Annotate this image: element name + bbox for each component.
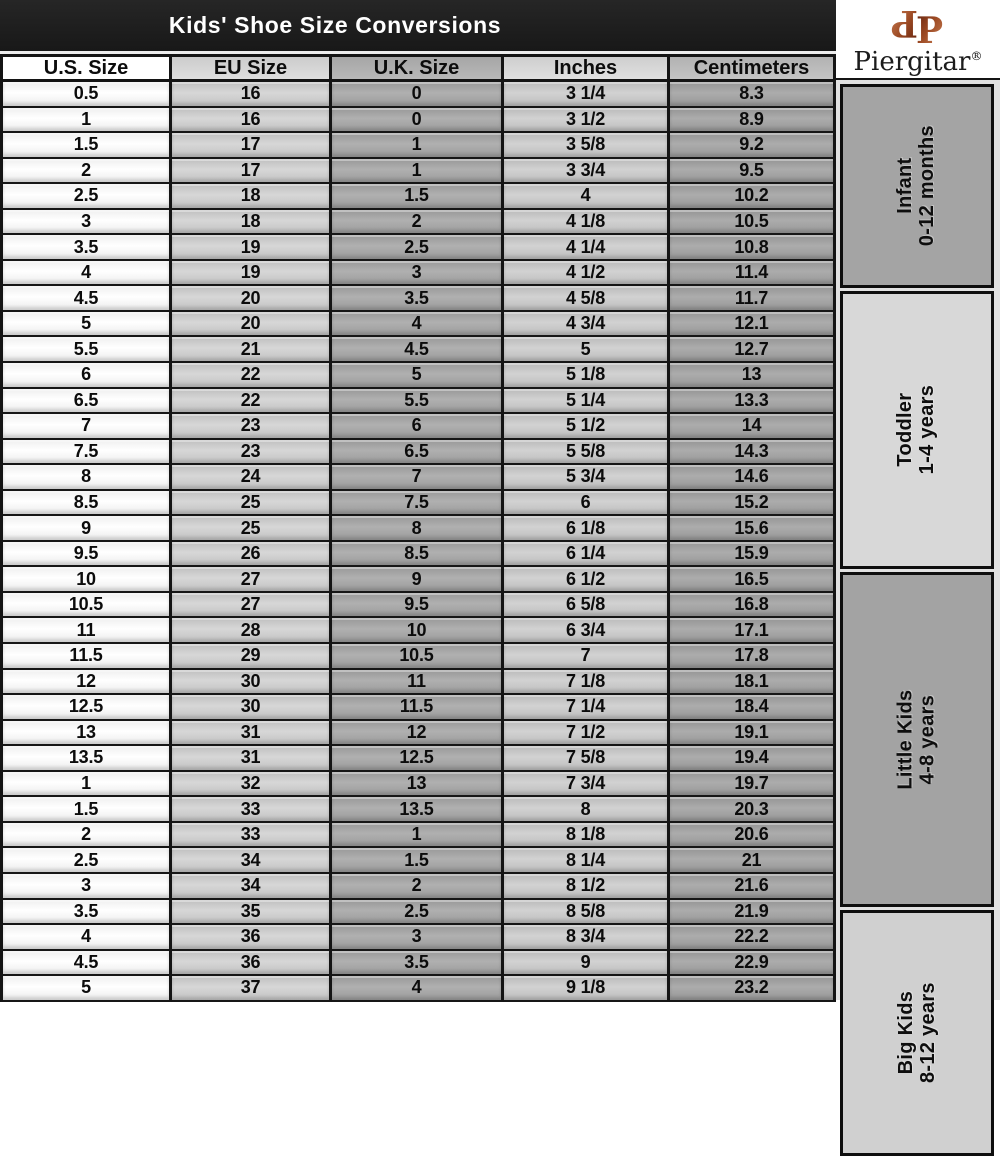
table-cell: 3.5 (0, 235, 172, 261)
table-cell: 28 (172, 618, 332, 644)
table-row (0, 286, 836, 312)
table-cell: 9.5 (332, 593, 504, 619)
age-group-toddler-label: Toddler 1-4 years (894, 385, 938, 475)
table-cell: 32 (172, 772, 332, 798)
table-cell: 11.5 (332, 695, 504, 721)
table-row (0, 721, 836, 747)
table-cell: 6 5/8 (504, 593, 670, 619)
table-row (0, 644, 836, 670)
table-cell: 0.5 (0, 82, 172, 108)
table-row (0, 874, 836, 900)
table-cell: 19.4 (670, 746, 836, 772)
table-row (0, 337, 836, 363)
brand-name (853, 46, 983, 77)
table-cell: 17 (172, 159, 332, 185)
table-cell: 30 (172, 695, 332, 721)
table-cell: 5.5 (332, 389, 504, 415)
table-cell: 1 (0, 108, 172, 134)
table-cell: 3 (332, 925, 504, 951)
table-cell: 5 (332, 363, 504, 389)
table-cell: 6.5 (332, 440, 504, 466)
table-row (0, 389, 836, 415)
table-cell: 15.6 (670, 516, 836, 542)
table-cell: 3 (332, 261, 504, 287)
table-row (0, 184, 836, 210)
table-cell: 2.5 (0, 848, 172, 874)
table-row (0, 900, 836, 926)
table-cell: 26 (172, 542, 332, 568)
table-cell: 6 (504, 491, 670, 517)
table-cell: 7.5 (0, 440, 172, 466)
svg-text:P: P (916, 9, 944, 52)
table-cell: 19 (172, 235, 332, 261)
table-cell: 34 (172, 848, 332, 874)
table-cell: 2 (332, 874, 504, 900)
table-cell: 3 5/8 (504, 133, 670, 159)
column-header-inches: Inches (504, 54, 670, 82)
table-row (0, 516, 836, 542)
table-cell: 4 (0, 925, 172, 951)
table-cell: 12.5 (332, 746, 504, 772)
table-cell: 30 (172, 670, 332, 696)
table-cell: 10 (0, 567, 172, 593)
table-row (0, 848, 836, 874)
table-cell: 15.2 (670, 491, 836, 517)
table-cell: 4 (504, 184, 670, 210)
table-cell: 5 (504, 337, 670, 363)
table-row (0, 261, 836, 287)
table-cell: 1.5 (332, 848, 504, 874)
age-group-sidebar (836, 78, 1000, 1084)
table-cell: 16.8 (670, 593, 836, 619)
table-cell: 4 (332, 312, 504, 338)
table-cell: 18 (172, 210, 332, 236)
table-cell: 1.5 (0, 797, 172, 823)
table-cell: 1.5 (332, 184, 504, 210)
table-cell: 1 (332, 133, 504, 159)
column-header-uk-size: U.K. Size (332, 54, 504, 82)
table-row (0, 159, 836, 185)
table-cell: 13.5 (332, 797, 504, 823)
table-cell: 8 (0, 465, 172, 491)
table-cell: 19 (172, 261, 332, 287)
table-cell: 34 (172, 874, 332, 900)
table-cell: 5 1/8 (504, 363, 670, 389)
svg-text:P: P (890, 1, 918, 44)
table-row (0, 797, 836, 823)
column-header-eu-size: EU Size (172, 54, 332, 82)
table-cell: 10.5 (670, 210, 836, 236)
age-group-big-kids (840, 910, 994, 1156)
table-cell: 36 (172, 951, 332, 977)
table-cell: 1 (332, 159, 504, 185)
table-cell: 10.8 (670, 235, 836, 261)
table-cell: 14.6 (670, 465, 836, 491)
table-cell: 18.1 (670, 670, 836, 696)
table-cell: 8 (332, 516, 504, 542)
table-row (0, 695, 836, 721)
table-cell: 6.5 (0, 389, 172, 415)
table-row (0, 670, 836, 696)
table-cell: 8.3 (670, 82, 836, 108)
table-cell: 36 (172, 925, 332, 951)
table-cell: 9 1/8 (504, 976, 670, 1002)
registered-mark: ® (970, 48, 983, 63)
table-row (0, 593, 836, 619)
table-row (0, 133, 836, 159)
table-cell: 35 (172, 900, 332, 926)
table-cell: 16.5 (670, 567, 836, 593)
table-cell: 6 (0, 363, 172, 389)
table-cell: 33 (172, 797, 332, 823)
table-cell: 4 1/2 (504, 261, 670, 287)
table-cell: 4 3/4 (504, 312, 670, 338)
table-cell: 3.5 (332, 951, 504, 977)
table-row (0, 82, 836, 108)
table-cell: 10.5 (332, 644, 504, 670)
table-cell: 21 (670, 848, 836, 874)
table-cell: 7 3/4 (504, 772, 670, 798)
table-cell: 13.3 (670, 389, 836, 415)
brand-area (836, 0, 1000, 78)
table-cell: 3.5 (332, 286, 504, 312)
table-cell: 4 (332, 976, 504, 1002)
age-group-little-kids (840, 572, 994, 907)
table-cell: 22 (172, 389, 332, 415)
table-cell: 6 1/8 (504, 516, 670, 542)
table-cell: 9.5 (670, 159, 836, 185)
table-cell: 7 1/4 (504, 695, 670, 721)
table-cell: 6 1/2 (504, 567, 670, 593)
table-cell: 1 (332, 823, 504, 849)
table-cell: 12 (332, 721, 504, 747)
table-cell: 8 3/4 (504, 925, 670, 951)
table-cell: 2.5 (0, 184, 172, 210)
table-row (0, 951, 836, 977)
table-cell: 10.2 (670, 184, 836, 210)
table-cell: 11 (332, 670, 504, 696)
table-row (0, 772, 836, 798)
table-cell: 16 (172, 82, 332, 108)
table-cell: 25 (172, 516, 332, 542)
table-cell: 0 (332, 82, 504, 108)
table-cell: 10 (332, 618, 504, 644)
table-cell: 12.7 (670, 337, 836, 363)
table-cell: 37 (172, 976, 332, 1002)
column-header-centimeters: Centimeters (670, 54, 836, 82)
table-cell: 17.1 (670, 618, 836, 644)
table-cell: 27 (172, 567, 332, 593)
table-cell: 6 3/4 (504, 618, 670, 644)
table-cell: 19.1 (670, 721, 836, 747)
table-cell: 3 1/2 (504, 108, 670, 134)
table-cell: 24 (172, 465, 332, 491)
table-cell: 7 1/2 (504, 721, 670, 747)
table-cell: 8.9 (670, 108, 836, 134)
table-cell: 15.9 (670, 542, 836, 568)
table-cell: 13 (332, 772, 504, 798)
table-cell: 7 (0, 414, 172, 440)
table-cell: 11.4 (670, 261, 836, 287)
table-cell: 7 1/8 (504, 670, 670, 696)
table-cell: 4.5 (0, 951, 172, 977)
table-cell: 21.9 (670, 900, 836, 926)
table-cell: 6 1/4 (504, 542, 670, 568)
table-cell: 8.5 (332, 542, 504, 568)
table-cell: 14.3 (670, 440, 836, 466)
table-cell: 5 1/4 (504, 389, 670, 415)
table-cell: 3 1/4 (504, 82, 670, 108)
table-cell: 9.5 (0, 542, 172, 568)
table-cell: 9 (0, 516, 172, 542)
table-cell: 18 (172, 184, 332, 210)
table-cell: 2.5 (332, 900, 504, 926)
table-cell: 20.6 (670, 823, 836, 849)
table-cell: 11 (0, 618, 172, 644)
table-row (0, 542, 836, 568)
table-cell: 8 1/4 (504, 848, 670, 874)
table-cell: 2 (332, 210, 504, 236)
age-group-big-kids-label: Big Kids 8-12 years (894, 982, 938, 1084)
table-row (0, 618, 836, 644)
age-group-little-kids-label: Little Kids 4-8 years (894, 689, 938, 790)
table-header (0, 54, 836, 82)
table-cell: 11.5 (0, 644, 172, 670)
table-cell: 12.5 (0, 695, 172, 721)
table-cell: 3.5 (0, 900, 172, 926)
table-cell: 2 (0, 159, 172, 185)
table-row (0, 210, 836, 236)
table-cell: 18.4 (670, 695, 836, 721)
table-cell: 4 1/4 (504, 235, 670, 261)
table-cell: 1.5 (0, 133, 172, 159)
table-cell: 3 (0, 874, 172, 900)
table-cell: 5 3/4 (504, 465, 670, 491)
piergitar-logo-icon (890, 1, 946, 52)
table-cell: 7.5 (332, 491, 504, 517)
table-cell: 10.5 (0, 593, 172, 619)
table-cell: 4.5 (332, 337, 504, 363)
table-cell: 21.6 (670, 874, 836, 900)
table-cell: 8 5/8 (504, 900, 670, 926)
table-row (0, 440, 836, 466)
table-cell: 8 1/8 (504, 823, 670, 849)
table-cell: 14 (670, 414, 836, 440)
table-cell: 8.5 (0, 491, 172, 517)
table-cell: 9 (504, 951, 670, 977)
table-cell: 12 (0, 670, 172, 696)
table-cell: 11.7 (670, 286, 836, 312)
table-cell: 4 5/8 (504, 286, 670, 312)
table-cell: 20.3 (670, 797, 836, 823)
table-row (0, 363, 836, 389)
table-row (0, 567, 836, 593)
table-cell: 5 5/8 (504, 440, 670, 466)
table-cell: 6 (332, 414, 504, 440)
age-group-infant-label: Infant 0-12 months (894, 125, 938, 247)
table-cell: 22.9 (670, 951, 836, 977)
table-cell: 23.2 (670, 976, 836, 1002)
table-cell: 12.1 (670, 312, 836, 338)
table-cell: 9 (332, 567, 504, 593)
table-cell: 16 (172, 108, 332, 134)
table-row (0, 976, 836, 1002)
table-cell: 22 (172, 363, 332, 389)
age-group-toddler (840, 291, 994, 569)
table-cell: 1 (0, 772, 172, 798)
table-cell: 22.2 (670, 925, 836, 951)
title-bar (0, 0, 836, 51)
table-cell: 2 (0, 823, 172, 849)
table-cell: 29 (172, 644, 332, 670)
table-cell: 27 (172, 593, 332, 619)
table-cell: 13 (0, 721, 172, 747)
table-cell: 0 (332, 108, 504, 134)
table-cell: 5 1/2 (504, 414, 670, 440)
table-row (0, 414, 836, 440)
table-row (0, 235, 836, 261)
table-body (0, 82, 836, 1002)
table-cell: 20 (172, 312, 332, 338)
table-cell: 7 5/8 (504, 746, 670, 772)
age-group-infant (840, 84, 994, 288)
table-cell: 31 (172, 721, 332, 747)
table-cell: 23 (172, 414, 332, 440)
table-cell: 4 1/8 (504, 210, 670, 236)
table-row (0, 312, 836, 338)
table-cell: 8 (504, 797, 670, 823)
table-cell: 13.5 (0, 746, 172, 772)
table-row (0, 823, 836, 849)
table-row (0, 108, 836, 134)
table-cell: 5 (0, 976, 172, 1002)
column-header-us-size: U.S. Size (0, 54, 172, 82)
table-row (0, 925, 836, 951)
table-cell: 3 (0, 210, 172, 236)
table-row (0, 491, 836, 517)
table-cell: 21 (172, 337, 332, 363)
table-cell: 20 (172, 286, 332, 312)
table-cell: 5 (0, 312, 172, 338)
table-cell: 3 3/4 (504, 159, 670, 185)
table-cell: 7 (332, 465, 504, 491)
page-title: Kids' Shoe Size Conversions (168, 12, 502, 38)
table-cell: 17 (172, 133, 332, 159)
table-cell: 23 (172, 440, 332, 466)
table-cell: 4 (0, 261, 172, 287)
table-cell: 31 (172, 746, 332, 772)
table-cell: 5.5 (0, 337, 172, 363)
table-cell: 19.7 (670, 772, 836, 798)
table-cell: 17.8 (670, 644, 836, 670)
table-cell: 7 (504, 644, 670, 670)
table-cell: 13 (670, 363, 836, 389)
table-cell: 8 1/2 (504, 874, 670, 900)
table-cell: 33 (172, 823, 332, 849)
table-row (0, 746, 836, 772)
table-row (0, 465, 836, 491)
table-cell: 2.5 (332, 235, 504, 261)
table-cell: 4.5 (0, 286, 172, 312)
brand-name-text: Piergitar (853, 46, 971, 77)
table-cell: 9.2 (670, 133, 836, 159)
table-cell: 25 (172, 491, 332, 517)
